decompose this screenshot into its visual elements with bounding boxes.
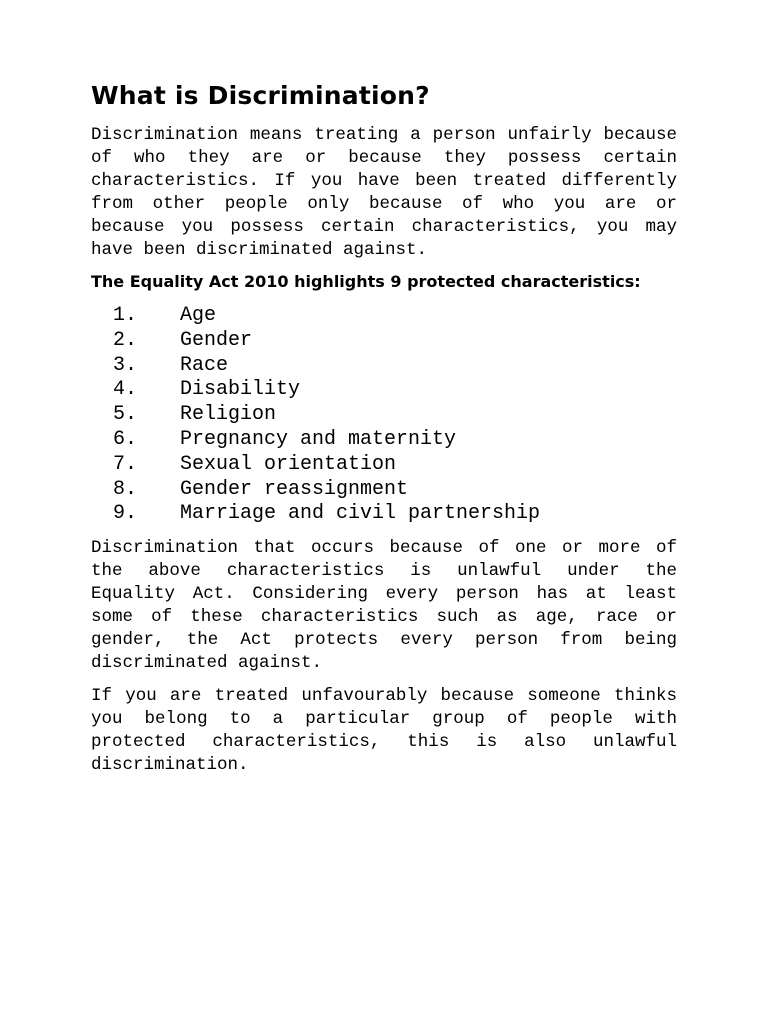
list-item-label: Gender (180, 328, 253, 352)
list-item (91, 428, 677, 453)
list-item-number: 1. (113, 304, 138, 327)
list-item-label: Race (180, 353, 229, 377)
list-item-number: 6. (113, 427, 138, 451)
list-item-number: 3. (113, 353, 138, 377)
list-item (91, 403, 677, 428)
page-title: What is Discrimination? (91, 81, 430, 110)
unlawful-paragraph: Discrimination that occurs because of one or more of the above characteristics is unlawful under the Equality Act. Considering every person has at least some of these characteristics such as age, race or gender, the Act protects every person from being discriminated against. (91, 538, 677, 674)
list-item-label: Disability (180, 378, 301, 402)
list-item-number: 4. (113, 378, 138, 402)
list-item-label: Age (180, 304, 217, 327)
list-item-label: Pregnancy and maternity (180, 427, 457, 451)
list-item-number: 5. (113, 403, 138, 427)
list-item (91, 502, 677, 527)
list-item (91, 354, 677, 379)
list-item (91, 329, 677, 354)
list-item (91, 453, 677, 478)
list-item-label: Sexual orientation (180, 452, 397, 476)
list-item-number: 7. (113, 452, 138, 476)
list-item-number: 8. (113, 477, 138, 501)
list-item-number: 9. (113, 502, 138, 526)
list-item (91, 378, 677, 403)
protected-characteristics-list (91, 304, 677, 527)
list-item (91, 304, 677, 329)
perception-paragraph: If you are treated unfavourably because someone thinks you belong to a particular group of people with protected characteristics, this is also unlawful discrimination. (91, 686, 677, 776)
intro-paragraph: Discrimination means treating a person unfairly because of who they are or because they possess certain characteristics. If you have been treated differently from other people only because of who you are or because you possess certain characteristics, you may have been discriminated against. (91, 125, 677, 260)
list-item-label: Gender reassignment (180, 477, 409, 501)
document-page (91, 80, 677, 787)
list-item (91, 478, 677, 503)
list-heading: The Equality Act 2010 highlights 9 protected characteristics: (91, 272, 641, 291)
list-item-label: Marriage and civil partnership (180, 502, 541, 526)
list-item-number: 2. (113, 328, 138, 352)
list-item-label: Religion (180, 403, 277, 427)
